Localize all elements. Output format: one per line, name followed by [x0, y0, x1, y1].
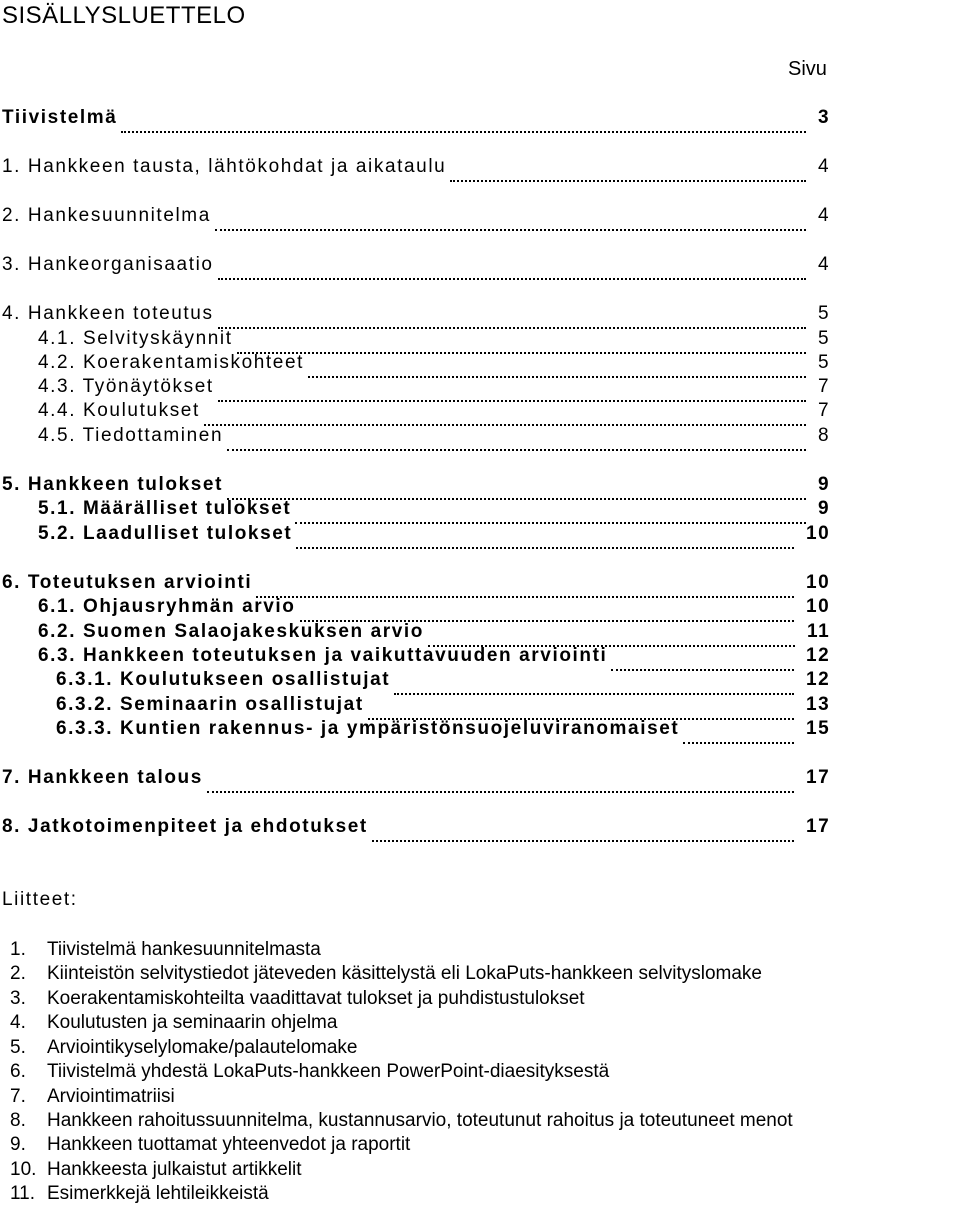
toc-entry-page-number: 5 [818, 352, 831, 373]
toc-entry-page-number: 10 [806, 572, 831, 593]
toc-leader-dots [394, 669, 794, 695]
toc-entry-label: 6.3.3. Kuntien rakennus- ja ympäristönsuojeluviranomaiset [56, 718, 680, 739]
toc-entry-label: 6.3.1. Koulutukseen osallistujat [56, 669, 391, 690]
toc-entry-page-number: 5 [818, 328, 831, 349]
toc-entry-page-number: 15 [806, 718, 831, 739]
toc-entry-label: 7. Hankkeen talous [2, 767, 203, 788]
toc-leader-dots [295, 498, 806, 524]
appendix-number: 2. [10, 963, 26, 984]
toc-entry[interactable] [0, 425, 960, 453]
appendix-title: Tiivistelmä hankesuunnitelmasta [47, 939, 321, 960]
toc-entry[interactable] [0, 156, 960, 184]
toc-entry[interactable] [0, 523, 960, 551]
toc-leader-dots [428, 621, 795, 647]
toc-entry-page-number: 3 [818, 107, 831, 128]
toc-entry-page-number: 8 [818, 425, 831, 446]
toc-leader-dots [683, 718, 794, 744]
toc-leader-dots [227, 425, 806, 451]
appendix-number: 11. [10, 1183, 36, 1204]
appendices-heading: Liitteet: [2, 889, 78, 910]
toc-leader-dots [450, 156, 806, 182]
toc-leader-dots [611, 645, 794, 671]
appendix-title: Koulutusten ja seminaarin ohjelma [47, 1012, 338, 1033]
toc-entry[interactable] [0, 107, 960, 135]
toc-entry-page-number: 7 [818, 376, 831, 397]
appendix-title: Kiinteistön selvitystiedot jäteveden käsittelystä eli LokaPuts-hankkeen selvityslomake [47, 963, 762, 984]
toc-entry-label: 4.3. Työnäytökset [38, 376, 214, 397]
toc-entry-page-number: 10 [806, 523, 831, 544]
toc-entry-label: 6. Toteutuksen arviointi [2, 572, 253, 593]
toc-entry-page-number: 9 [818, 498, 831, 519]
toc-entry-label: 6.1. Ohjausryhmän arvio [38, 596, 296, 617]
toc-leader-dots [372, 816, 794, 842]
toc-leader-dots [296, 523, 794, 549]
toc-entry-page-number: 10 [806, 596, 831, 617]
toc-entry-label: 5.1. Määrälliset tulokset [38, 498, 292, 519]
toc-entry-page-number: 12 [806, 669, 831, 690]
toc-entry[interactable] [0, 596, 960, 624]
toc-entry-page-number: 11 [807, 621, 831, 642]
toc-entry-label: 4.2. Koerakentamiskohteet [38, 352, 305, 373]
toc-leader-dots [300, 596, 794, 622]
appendix-title: Arviointimatriisi [47, 1086, 175, 1107]
appendix-number: 6. [10, 1061, 26, 1082]
toc-entry-page-number: 4 [818, 156, 831, 177]
toc-leader-dots [308, 352, 806, 378]
toc-entry-label: 6.2. Suomen Salaojakeskuksen arvio [38, 621, 425, 642]
toc-leader-dots [368, 694, 794, 720]
page-title: SISÄLLYSLUETTELO [2, 2, 246, 29]
toc-entry-page-number: 4 [818, 205, 831, 226]
appendix-title: Tiivistelmä yhdestä LokaPuts-hankkeen PowerPoint-diaesityksestä [47, 1061, 610, 1082]
toc-entry-page-number: 4 [818, 254, 831, 275]
toc-entry-label: 3. Hankeorganisaatio [2, 254, 214, 275]
toc-entry-page-number: 17 [806, 816, 831, 837]
toc-entry[interactable] [0, 400, 960, 428]
toc-entry-label: 6.3.2. Seminaarin osallistujat [56, 694, 364, 715]
toc-entry-label: 5. Hankkeen tulokset [2, 474, 224, 495]
toc-entry-label: 5.2. Laadulliset tulokset [38, 523, 293, 544]
toc-entry-label: 4. Hankkeen toteutus [2, 303, 214, 324]
appendix-number: 3. [10, 988, 26, 1009]
toc-leader-dots [218, 303, 806, 329]
toc-entry[interactable] [0, 205, 960, 233]
toc-leader-dots [218, 376, 806, 402]
toc-entry[interactable] [0, 254, 960, 282]
toc-entry-page-number: 17 [806, 767, 831, 788]
toc-entry-label: 6.3. Hankkeen toteutuksen ja vaikuttavuuden arviointi [38, 645, 608, 666]
toc-entry[interactable] [0, 669, 960, 697]
appendix-title: Esimerkkejä lehtileikkeistä [47, 1183, 269, 1204]
toc-entry-page-number: 9 [818, 474, 831, 495]
toc-entry-label: Tiivistelmä [2, 107, 118, 128]
appendix-number: 8. [10, 1110, 26, 1131]
appendix-title: Hankkeen tuottamat yhteenvedot ja raportit [47, 1134, 411, 1155]
toc-entry-label: 4.5. Tiedottaminen [38, 425, 224, 446]
toc-entry[interactable] [0, 303, 960, 331]
toc-leader-dots [207, 767, 794, 793]
appendix-number: 4. [10, 1012, 26, 1033]
toc-leader-dots [218, 254, 806, 280]
appendix-title: Arviointikyselylomake/palautelomake [47, 1037, 358, 1058]
appendix-title: Hankkeen rahoitussuunnitelma, kustannusarvio, toteutunut rahoitus ja toteutuneet menot [47, 1110, 793, 1131]
appendix-number: 1. [10, 939, 26, 960]
toc-entry-page-number: 13 [806, 694, 831, 715]
toc-entry[interactable] [0, 718, 960, 746]
toc-entry-page-number: 12 [806, 645, 831, 666]
toc-entry-label: 4.1. Selvityskäynnit [38, 328, 233, 349]
appendix-number: 10. [10, 1159, 37, 1180]
toc-entry-label: 2. Hankesuunnitelma [2, 205, 211, 226]
toc-leader-dots [256, 572, 794, 598]
appendix-title: Hankkeesta julkaistut artikkelit [47, 1159, 302, 1180]
toc-leader-dots [121, 107, 806, 133]
toc-entry[interactable] [0, 816, 960, 844]
toc-leader-dots [204, 400, 806, 426]
toc-leader-dots [227, 474, 806, 500]
toc-leader-dots [215, 205, 806, 231]
toc-entry-page-number: 5 [818, 303, 831, 324]
appendix-number: 9. [10, 1134, 26, 1155]
toc-entry-label: 4.4. Koulutukset [38, 400, 200, 421]
appendix-number: 5. [10, 1037, 26, 1058]
appendix-title: Koerakentamiskohteilta vaadittavat tulokset ja puhdistustulokset [47, 988, 585, 1009]
appendix-number: 7. [10, 1086, 26, 1107]
toc-entry-label: 1. Hankkeen tausta, lähtökohdat ja aikataulu [2, 156, 447, 177]
page-column-label: Sivu [788, 58, 827, 80]
toc-entry-page-number: 7 [818, 400, 831, 421]
toc-entry[interactable] [0, 767, 960, 795]
toc-entry[interactable] [0, 498, 960, 526]
toc-entry-label: 8. Jatkotoimenpiteet ja ehdotukset [2, 816, 368, 837]
toc-leader-dots [237, 328, 806, 354]
